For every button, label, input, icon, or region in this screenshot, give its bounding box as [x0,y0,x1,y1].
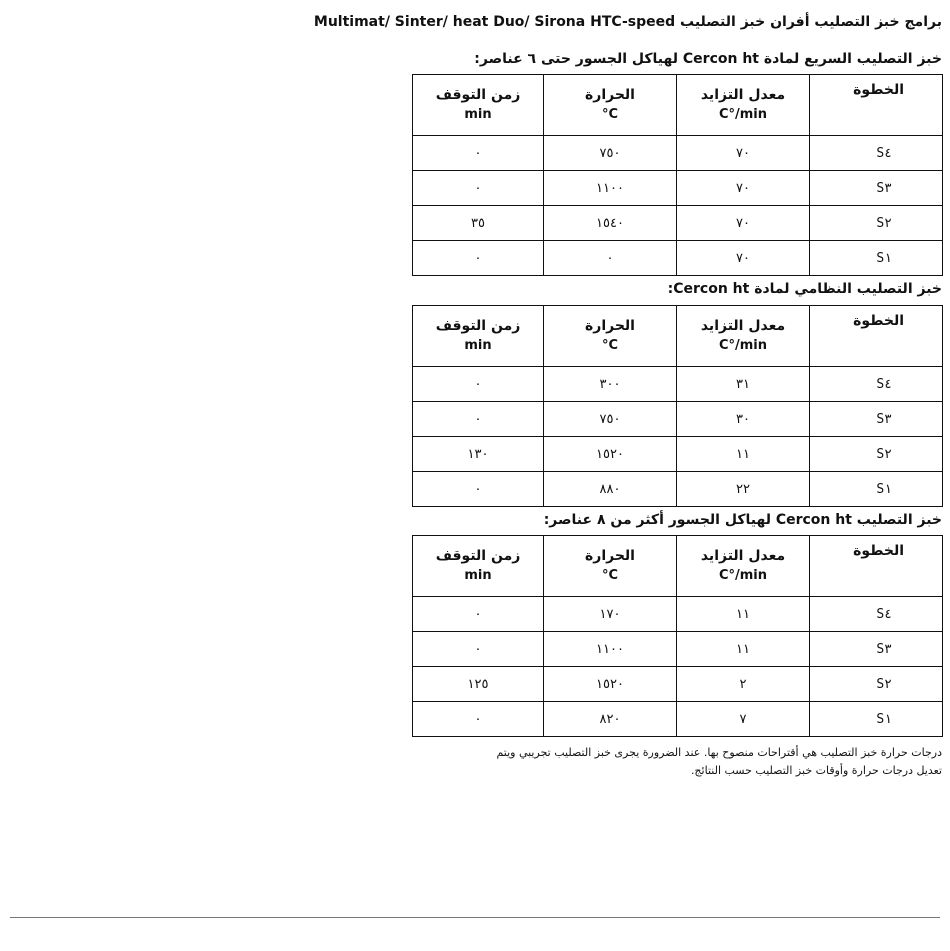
cell-rate: ٧٠ [677,171,810,206]
cell-hold: ١٣٠ [413,437,544,472]
cell-temp: ٨٢٠ [544,702,677,737]
header-temp-label: الحرارة [585,318,635,334]
table-row [413,437,943,472]
cell-step: S٤ [810,367,943,402]
header-hold-label: زمن التوقف [435,548,521,564]
cell-rate: ١١ [677,632,810,667]
header-rate [677,306,810,367]
header-rate-unit: C°/min [718,568,768,583]
cell-hold: ١٢٥ [413,667,544,702]
table-row [413,136,943,171]
header-rate [677,536,810,597]
cell-step: S٣ [810,171,943,206]
table-row [413,171,943,206]
header-temp-unit: C° [601,338,619,353]
header-rate-label: معدل التزايد [700,318,786,334]
cell-step: S٢ [810,667,943,702]
cell-temp: ١٥٢٠ [544,437,677,472]
table-header-row [413,306,943,367]
cell-step: S١ [810,241,943,276]
cell-rate: ٣٠ [677,402,810,437]
header-hold-unit: min [464,338,492,353]
header-step: الخطوة [810,536,943,597]
section-heading-large-bridges: خبز التصليب Cercon ht لهياكل الجسور أكثر من ٨ عناصر: [543,512,942,528]
page-bottom-divider [10,917,940,918]
cell-hold: ٠ [413,171,544,206]
footnote [496,744,942,780]
table-row [413,367,943,402]
table-row [413,241,943,276]
header-hold [413,536,544,597]
section-heading-fast-sintering: خبز التصليب السريع لمادة Cercon ht لهياكل الجسور حتى ٦ عناصر: [474,51,942,67]
footnote-line: درجات حرارة خبز التصليب هي أقتراحات منصوح بها. عند الضرورة يجرى خبز التصليب تجريبي ويتم [496,746,942,759]
cell-rate: ٧٠ [677,241,810,276]
table-row [413,206,943,241]
large-bridges-table [412,535,943,737]
cell-hold: ٠ [413,472,544,507]
cell-temp: ٨٨٠ [544,472,677,507]
header-temp-label: الحرارة [585,87,635,103]
header-hold-unit: min [464,107,492,122]
cell-hold: ٠ [413,632,544,667]
table-header-row [413,75,943,136]
cell-hold: ٠ [413,702,544,737]
header-temp-label: الحرارة [585,548,635,564]
header-rate-label: معدل التزايد [700,87,786,103]
cell-step: S٤ [810,597,943,632]
cell-step: S٤ [810,136,943,171]
header-temp [544,536,677,597]
cell-hold: ٣٥ [413,206,544,241]
fast-sintering-table [412,74,943,276]
cell-rate: ٣١ [677,367,810,402]
cell-rate: ١١ [677,437,810,472]
cell-temp: ٣٠٠ [544,367,677,402]
cell-temp: ١١٠٠ [544,171,677,206]
table-row [413,472,943,507]
header-rate-label: معدل التزايد [700,548,786,564]
cell-rate: ٧ [677,702,810,737]
header-temp-unit: C° [601,107,619,122]
table-row [413,667,943,702]
cell-hold: ٠ [413,136,544,171]
table-row [413,597,943,632]
page-title: برامج خبز التصليب أفران خبز التصليب Multimat/ Sinter/ heat Duo/ Sirona HTC-speed [313,14,942,30]
cell-step: S١ [810,702,943,737]
cell-hold: ٠ [413,402,544,437]
cell-temp: ٧٥٠ [544,402,677,437]
cell-step: S٢ [810,206,943,241]
cell-hold: ٠ [413,241,544,276]
header-step: الخطوة [810,306,943,367]
header-temp [544,306,677,367]
header-hold [413,75,544,136]
cell-temp: ١٥٤٠ [544,206,677,241]
cell-step: S٢ [810,437,943,472]
header-step: الخطوة [810,75,943,136]
cell-step: S٣ [810,632,943,667]
cell-rate: ٧٠ [677,206,810,241]
cell-rate: ٧٠ [677,136,810,171]
header-hold [413,306,544,367]
cell-temp: ٧٥٠ [544,136,677,171]
cell-temp: ٠ [544,241,677,276]
header-hold-label: زمن التوقف [435,87,521,103]
table-row [413,632,943,667]
cell-rate: ٢ [677,667,810,702]
cell-temp: ١٧٠ [544,597,677,632]
header-rate [677,75,810,136]
header-hold-unit: min [464,568,492,583]
table-row [413,402,943,437]
header-hold-label: زمن التوقف [435,318,521,334]
table-header-row [413,536,943,597]
table-row [413,702,943,737]
cell-rate: ٢٢ [677,472,810,507]
cell-rate: ١١ [677,597,810,632]
cell-temp: ١١٠٠ [544,632,677,667]
cell-hold: ٠ [413,367,544,402]
footnote-line: تعديل درجات حرارة وأوقات خبز التصليب حسب النتائج. [690,764,942,777]
cell-step: S١ [810,472,943,507]
header-rate-unit: C°/min [718,338,768,353]
cell-hold: ٠ [413,597,544,632]
section-heading-standard-sintering: خبز التصليب النظامي لمادة Cercon ht: [667,281,942,297]
standard-sintering-table [412,305,943,507]
cell-temp: ١٥٢٠ [544,667,677,702]
cell-step: S٣ [810,402,943,437]
header-temp-unit: C° [601,568,619,583]
header-temp [544,75,677,136]
header-rate-unit: C°/min [718,107,768,122]
